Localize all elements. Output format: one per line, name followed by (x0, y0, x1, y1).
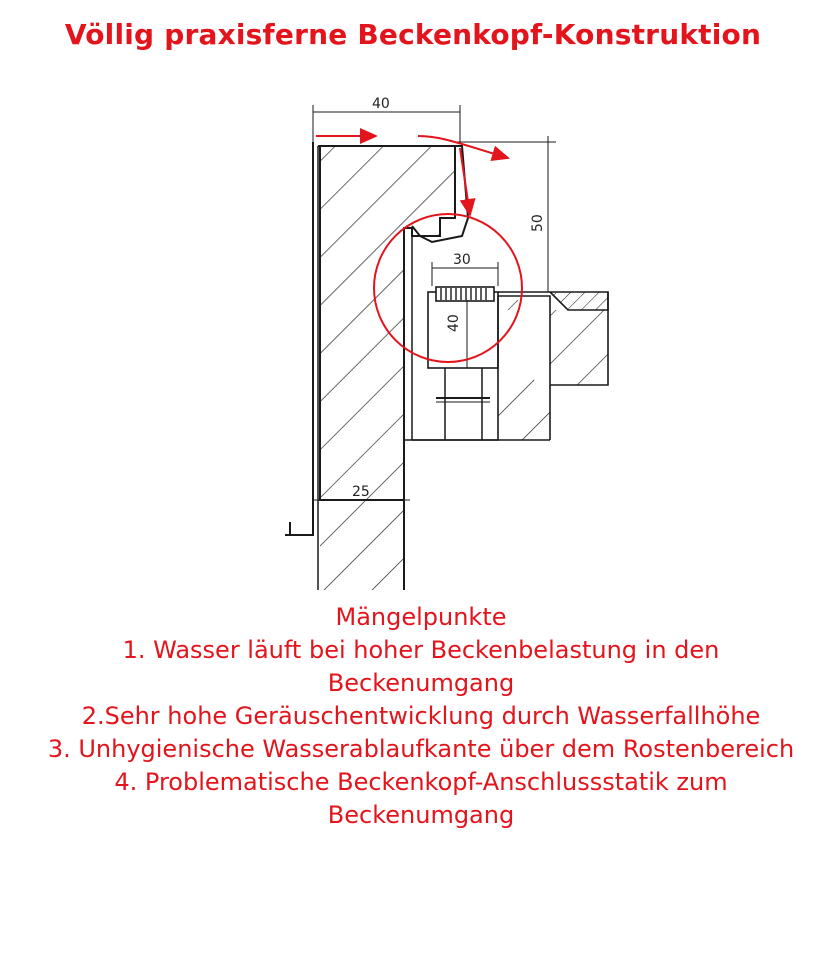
defects-heading: Mängelpunkte (335, 603, 507, 631)
dim-channel-width: 30 (453, 252, 471, 268)
overflow-channel (428, 287, 498, 440)
dim-wall-thickness: 25 (352, 484, 370, 500)
defect-item-2: 2.Sehr hohe Geräuschentwicklung durch Wasserfallhöhe (81, 702, 761, 730)
defects-list (40, 601, 802, 832)
defect-item-4: 4. Problematische Beckenkopf-Anschlussstatik zum Beckenumgang (114, 768, 728, 829)
dim-height-right: 50 (530, 214, 546, 232)
page-title: Völlig praxisferne Beckenkopf-Konstruktion (64, 18, 762, 51)
technical-drawing (0, 60, 826, 600)
dim-top-width: 40 (372, 96, 390, 112)
defect-item-3: 3. Unhygienische Wasserablaufkante über dem Rostenbereich (47, 735, 795, 763)
defect-item-1: 1. Wasser läuft bei hoher Beckenbelastung in den Beckenumgang (122, 636, 720, 697)
flow-arrow-3 (460, 148, 470, 215)
dim-channel-depth: 40 (446, 314, 462, 332)
